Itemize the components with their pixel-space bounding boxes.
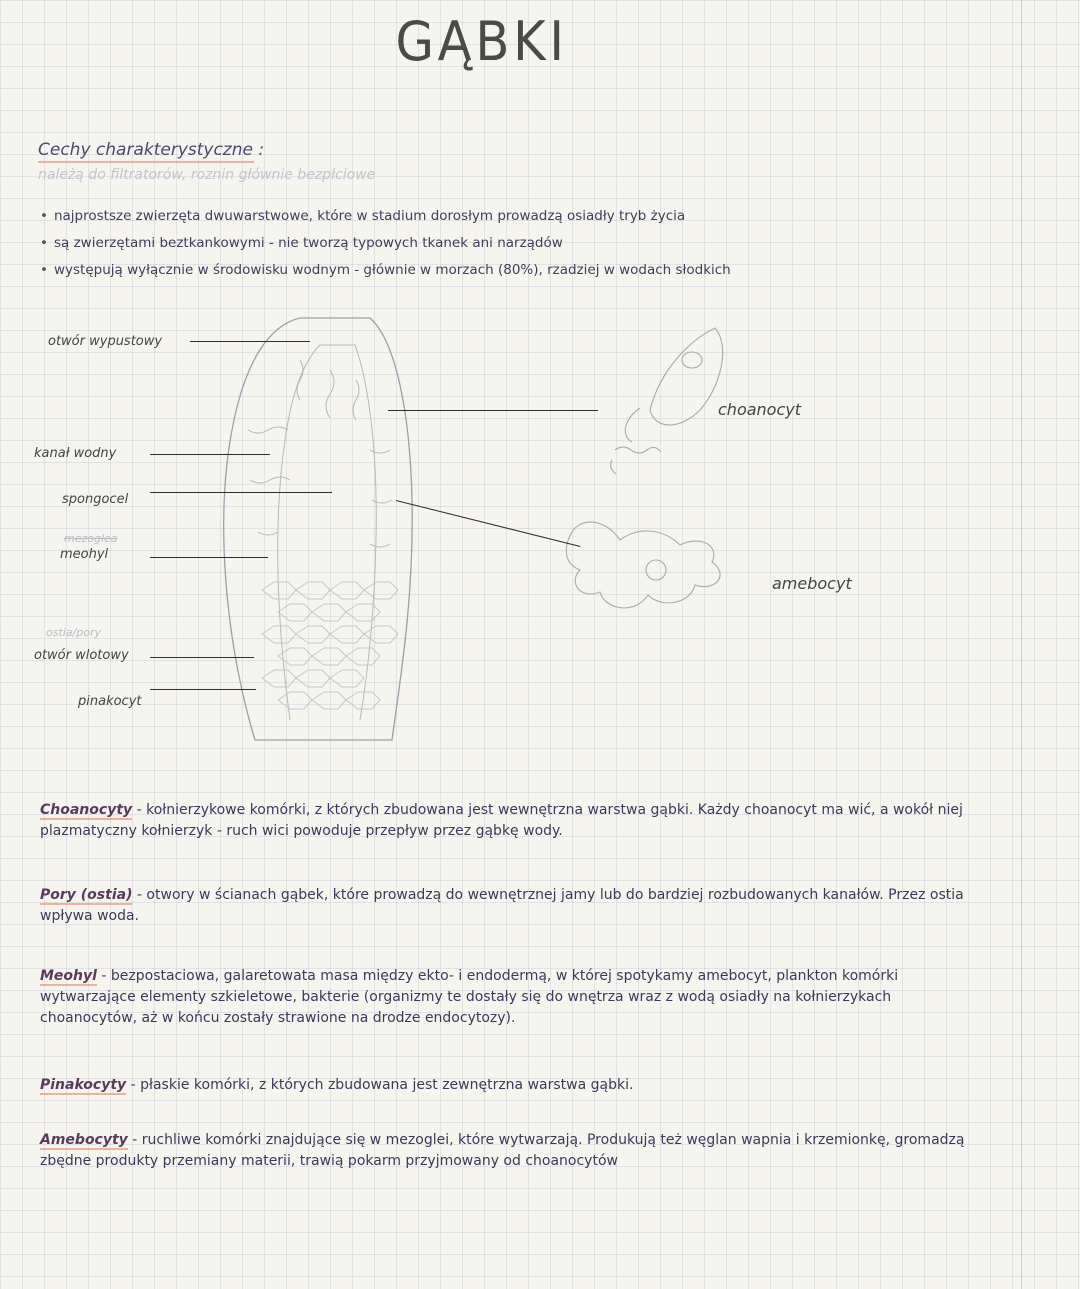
label-osculum: otwór wypustowy	[48, 334, 163, 349]
definition-pores	[40, 885, 980, 927]
label-choanocyte: choanocyt	[718, 400, 801, 419]
list-item: • najprostsze zwierzęta dwuwarstwowe, które w stadium dorosłym prowadzą osiadły tryb życia	[40, 203, 731, 230]
definition-term: Choanocyty	[40, 802, 133, 818]
list-item: • są zwierzętami beztkankowymi - nie tworzą typowych tkanek ani narządów	[40, 230, 731, 257]
definition-pinacocytes	[40, 1075, 980, 1096]
label-ostia-note: ostia/pory	[46, 626, 102, 639]
section-subnote: należą do filtratorów, roznin głównie bezpłciowe	[38, 167, 376, 183]
hexagon-texture	[262, 582, 398, 709]
amoebocyte-sketch	[566, 522, 720, 608]
choanocyte-sketch	[611, 328, 723, 474]
definition-text: - ruchliwe komórki znajdujące się w mezoglei, które wytwarzają. Produkują też węglan wapnia i krzemionkę, gromadzą zbędne produkty przemiany materii, trawią pokarm przyjmowany od choanocytów	[40, 1132, 965, 1169]
label-mesoglea-struck: mezoglea	[64, 532, 118, 545]
page-title: GĄBKI	[395, 10, 568, 73]
label-ostium: otwór wlotowy	[34, 648, 129, 663]
label-pinacocyte: pinakocyt	[78, 694, 142, 709]
leader-line-canal	[150, 454, 270, 455]
leader-line-choanocyte	[388, 410, 598, 411]
bullet-list	[40, 203, 731, 284]
definition-term: Pory (ostia)	[40, 887, 133, 903]
label-mesohyl: meohyl	[60, 547, 109, 562]
definition-term: Amebocyty	[40, 1132, 128, 1148]
section-heading: Cechy charakterystyczne :	[38, 140, 265, 160]
leader-line-pinacocyte	[150, 689, 256, 690]
definition-choanocytes	[40, 800, 980, 842]
label-canal: kanał wodny	[34, 446, 117, 461]
definition-text: - kołnierzykowe komórki, z których zbudowana jest wewnętrzna warstwa gąbki. Każdy choanocyt ma wić, a wokół niej plazmatyczny kołnierzyk - ruch wici powoduje przepływ przez gąbkę wody.	[40, 802, 963, 839]
label-spongocoel: spongocel	[62, 492, 129, 507]
definition-text: - płaskie komórki, z których zbudowana jest zewnętrzna warstwa gąbki.	[126, 1077, 634, 1093]
list-item: • występują wyłącznie w środowisku wodnym - głównie w morzach (80%), rzadziej w wodach słodkich	[40, 257, 731, 284]
definition-amoebocytes	[40, 1130, 980, 1172]
definition-term: Meohyl	[40, 968, 97, 984]
label-amoebocyte: amebocyt	[772, 574, 852, 593]
definition-text: - otwory w ścianach gąbek, które prowadzą do wewnętrznej jamy lub do bardziej rozbudowanych kanałów. Przez ostia wpływa woda.	[40, 887, 964, 924]
definition-text: - bezpostaciowa, galaretowata masa między ekto- i endodermą, w której spotykamy amebocyt, plankton komórki wytwarzające elementy szkieletowe, bakterie (organizmy te dostały się do wnętrza wraz z wodą osiadły na kołnierzykach choanocytów, aż w końcu zostały strawione na drodze endocytozy).	[40, 968, 899, 1026]
definition-term: Pinakocyty	[40, 1077, 127, 1093]
leader-line-mesohyl	[150, 557, 268, 558]
leader-line-ostium	[150, 657, 254, 658]
leader-line-osculum	[190, 341, 310, 342]
leader-line-spongocoel	[150, 492, 332, 493]
definition-mesohyl	[40, 966, 980, 1029]
